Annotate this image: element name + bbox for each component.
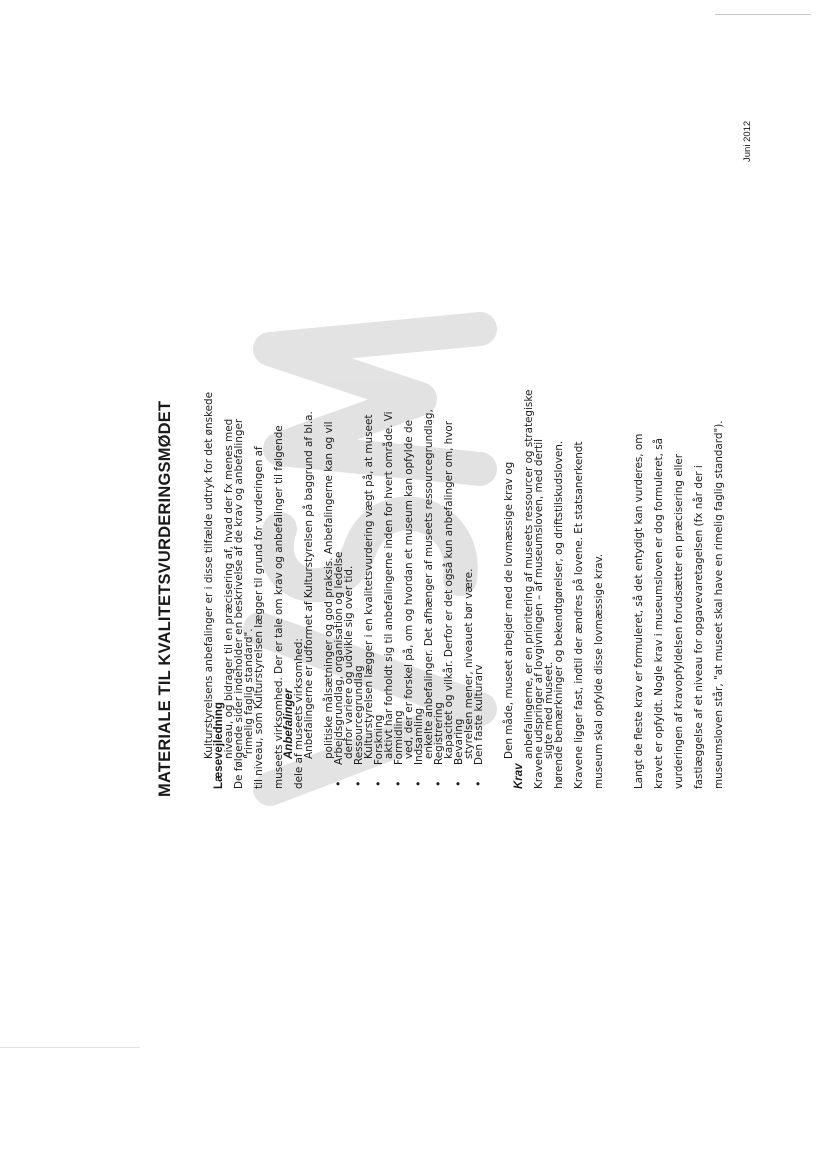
anbefalinger-heading: Anbefalinger xyxy=(283,688,295,759)
list-item: • Bevaring xyxy=(449,409,469,789)
list-item: • Den faste kulturarv xyxy=(469,409,489,789)
spacer xyxy=(479,389,499,759)
krav-heading: Krav xyxy=(513,763,525,789)
list-item: • Arbejdsgrundlag, organisation og ledelse xyxy=(329,409,349,789)
krav-paragraph: Kravene udspringer af lovgivningen – af museumsloven, med dertil hørende bemærkninger og bekendtgørelser, og driftstilskudsloven. Kravene ligger fast, indtil der ændres på lovene. Et statsanerkendt museum skal opfylde disse lovmæssige krav. xyxy=(533,438,605,789)
vaegt-paragraph: Kulturstyrelsen lægger i en kvalitetsvurdering vægt på, at museet aktivt har forholdt sig til anbefalingerne inden for hvert område. Vi ved, der er forskel på, om og hvordan et museum kan opfylde de enkelte anbefalinger. Det afhænger af museets ressourcegrundlag, kapacitet og vilkår. Derfor er det også kun anbefalinger om, hvor styrelsen mener, niveauet bør være. xyxy=(363,409,475,759)
document-date: Juni 2012 xyxy=(742,120,753,162)
intro-paragraph: Kulturstyrelsens anbefalinger er i disse tilfælde udtryk for det ønskede niveau, og bidrager til en præcisering af, hvad der fx menes med "rimelig faglig standard". xyxy=(203,391,255,759)
anbefalinger-paragraph: Anbefalingerne er udformet af Kulturstyrelsen på baggrund af bl.a. politiske målsætninger og god praksis. Anbefalingerne kan og vil derfor variere og udvikle sig over tid. xyxy=(303,411,355,759)
list-item: • Forskning xyxy=(369,409,389,789)
krav-paragraph-2: Langt de fleste krav er formuleret, så det entydigt kan vurderes, om kravet er opfyldt. Nogle krav i museumsloven er dog formuleret, så vurderingen af kravopfyldelsen forudsætter en præcisering eller fastlæggelse af et niveau for opgavevaretagelsen (fx når der i museumsloven står, "at museet skal have en rimelig faglig standard"). xyxy=(633,420,725,789)
right-column xyxy=(199,389,559,759)
spacer xyxy=(609,409,629,789)
document-title: MATERIALE TIL KVALITETSVURDERINGSMØDET xyxy=(156,400,174,797)
list-item: • Ressourcegrundlag xyxy=(349,409,369,789)
laesevejledning-heading: Læsevejledning xyxy=(213,702,225,789)
spacer xyxy=(259,389,279,759)
laesevejledning-paragraph: De følgende sider indeholder en beskrivelse af de krav og anbefalinger til niveau, som Kulturstyrelsen lægger til grund for vurderingen af museets virksomhed. Der er tale om krav og anbefalinger til følgende dele af museets virksomhed: xyxy=(233,418,305,789)
list-item: • Registrering xyxy=(429,409,449,789)
list-item: • Formidling xyxy=(389,409,409,789)
list-item: • Indsamling xyxy=(409,409,429,789)
maade-paragraph: Den måde, museet arbejder med de lovmæssige krav og anbefalingerne, er en prioritering af museets ressourcer og strategiske sigte med museet. xyxy=(503,389,555,759)
